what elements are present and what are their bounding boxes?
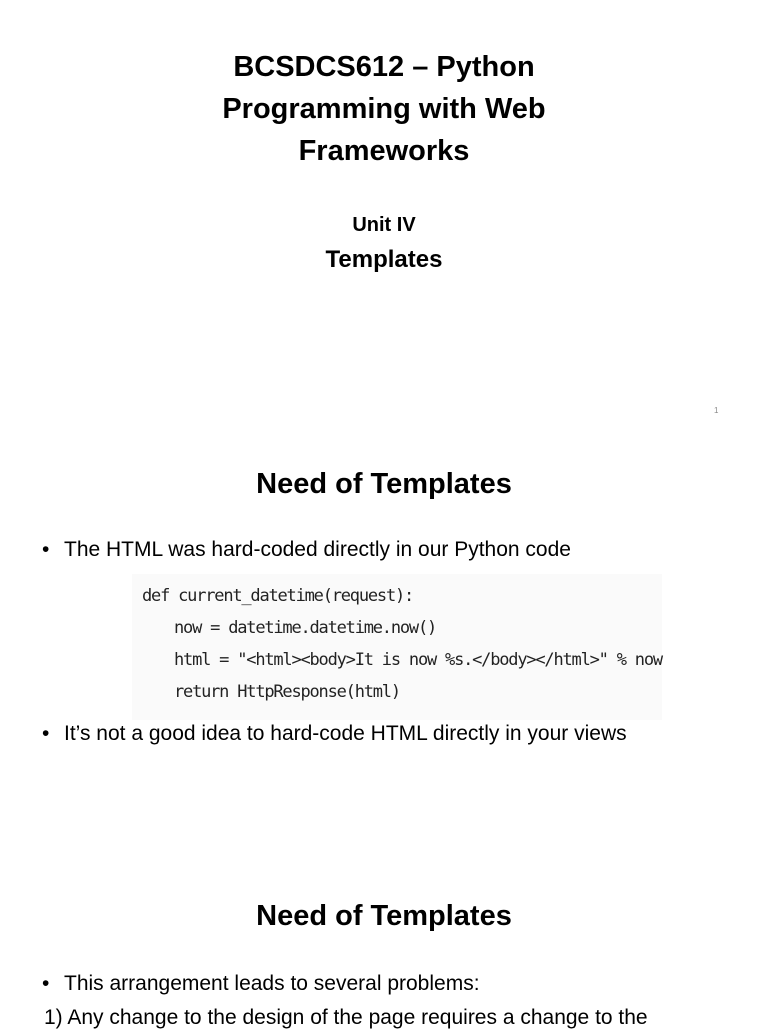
code-line: def current_datetime(request): [142, 586, 414, 606]
bullet-dot-icon: • [42, 722, 50, 745]
course-title-line-1: BCSDCS612 – Python [233, 51, 535, 83]
course-title [0, 46, 768, 172]
bullet-text: This arrangement leads to several problems: [64, 972, 480, 995]
page-number: 1 [714, 406, 719, 415]
bullet-text: It’s not a good idea to hard-code HTML directly in your views [64, 722, 627, 745]
content-slide-need-of-templates [0, 432, 768, 864]
code-line: return HttpResponse(html) [174, 682, 400, 702]
code-line: now = datetime.datetime.now() [174, 618, 437, 638]
numbered-item: 1) Any change to the design of the page requires a change to the [44, 1006, 648, 1029]
code-line: html = "<html><body>It is now %s.</body></html>" % now [174, 650, 662, 670]
bullet-dot-icon: • [42, 538, 50, 561]
unit-topic: Templates [325, 246, 443, 273]
slide-heading: Need of Templates [256, 468, 512, 500]
slide-heading: Need of Templates [256, 900, 512, 932]
course-title-line-2: Programming with Web [222, 93, 546, 125]
course-title-line-3: Frameworks [298, 135, 470, 167]
bullet-item [42, 538, 571, 562]
bullet-item [42, 972, 480, 996]
code-snippet [132, 574, 662, 720]
bullet-item [42, 722, 627, 746]
content-slide-need-of-templates-2 [0, 864, 768, 1029]
unit-label: Unit IV [352, 214, 416, 236]
bullet-text: The HTML was hard-coded directly in our Python code [64, 538, 571, 561]
bullet-dot-icon: • [42, 972, 50, 995]
title-slide [0, 0, 768, 432]
